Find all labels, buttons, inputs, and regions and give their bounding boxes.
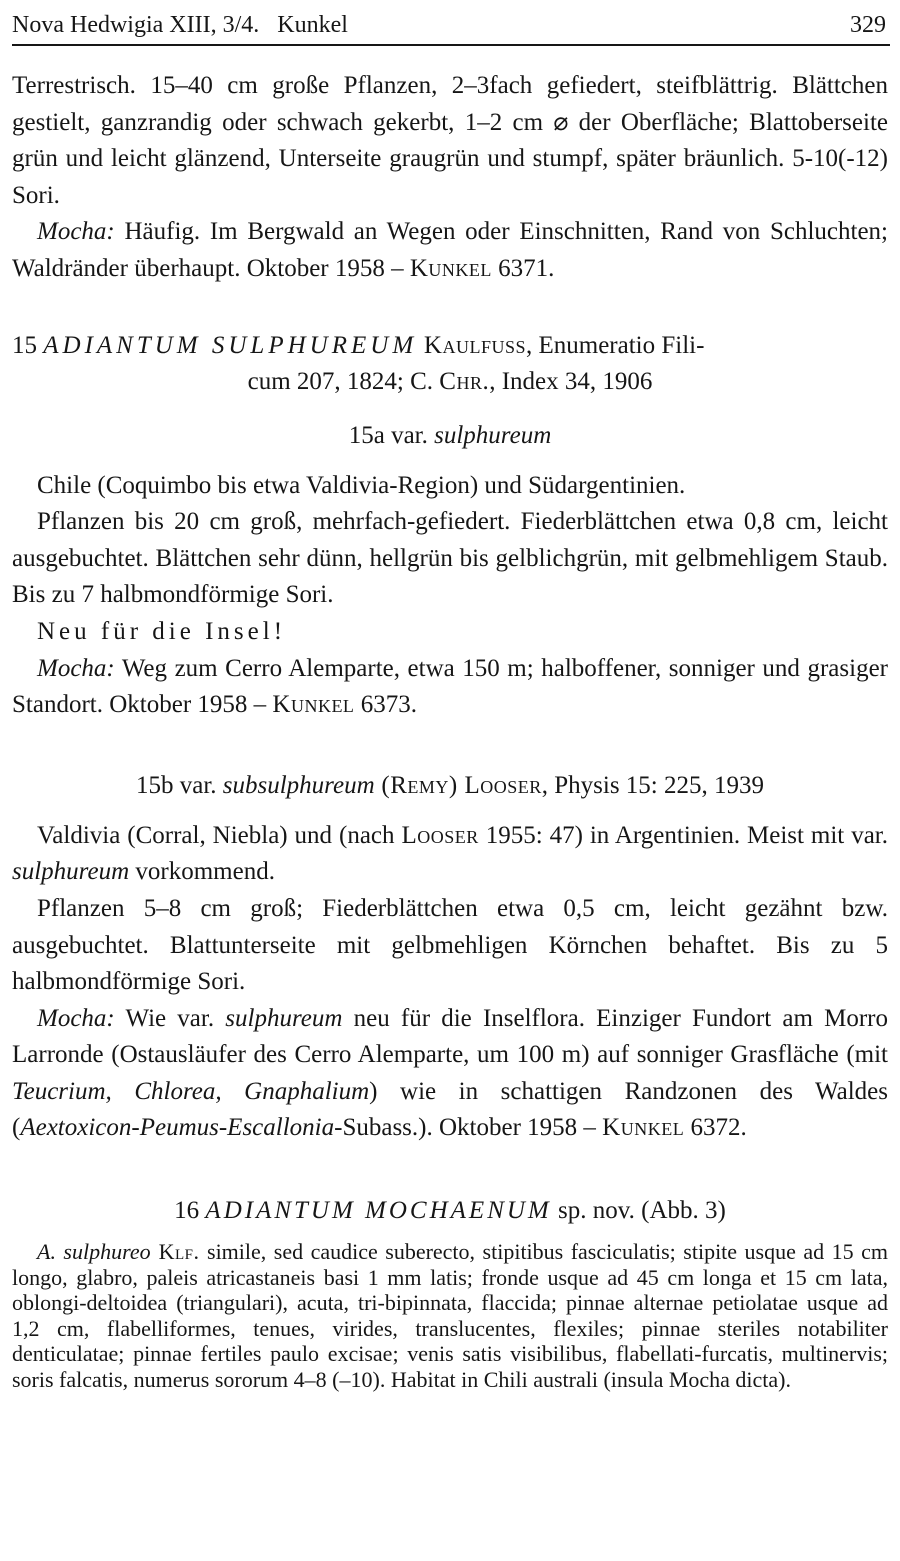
collector-name: Kunkel	[272, 691, 355, 719]
dist-b: 1955: 47) in Argentinien. Meist mit var.	[478, 821, 888, 849]
species-16-heading	[12, 1197, 888, 1225]
species-15-ref1: , Enumeratio Fili-	[525, 331, 705, 359]
diagnosis-start: A. sulphureo	[37, 1239, 151, 1265]
mocha-label: Mocha:	[37, 218, 115, 246]
intro-description	[12, 68, 888, 214]
species-15-number: 15	[12, 331, 44, 359]
mocha-var: sulphureum	[225, 1004, 343, 1032]
mocha-association: Aextoxicon-Peumus-Escallonia	[20, 1114, 335, 1142]
var-15b-name: subsulphureum	[222, 771, 375, 799]
species-15-name: ADIANTUM SULPHUREUM	[43, 331, 418, 359]
species-15-ref-line2	[12, 364, 888, 400]
ref-part-a: cum 207, 1824; C.	[247, 367, 440, 395]
var-15a-description: Pflanzen bis 20 cm groß, mehrfach-gefiedert. Fiederblättchen etwa 0,8 cm, leicht ausgebuchtet. Blättchen sehr dünn, hellgrün bis gelblichgrün, mit gelbmehligem Staub. Bis zu 7 halbmondförmige Sori.	[12, 508, 888, 609]
collection-number: 6372.	[684, 1114, 747, 1142]
mocha-text-3: ) wie in schattigen Randzonen des Waldes (	[12, 1077, 888, 1142]
var-15b-label: 15b var.	[135, 771, 223, 799]
dist-a: Valdivia (Corral, Niebla) und (nach	[37, 821, 402, 849]
dist-var: sulphureum	[12, 858, 130, 886]
var-15b-author2: Looser	[464, 771, 542, 799]
mocha-genera: Teucrium, Chlorea, Gnaphalium	[12, 1077, 370, 1105]
ref-part-b: , Index 34, 1906	[489, 367, 653, 395]
mocha-text: Häufig. Im Bergwald an Wegen oder Einschnitten, Rand von Schluchten; Waldränder überhaupt. Oktober 1958 –	[12, 218, 888, 282]
collection-number: 6373.	[354, 691, 417, 719]
collector-name: Kunkel	[602, 1114, 685, 1142]
species-16-diagnosis	[12, 1239, 888, 1392]
ref-chr: Chr.	[439, 367, 490, 395]
var-15a-heading	[12, 422, 888, 450]
var-15b-mocha	[12, 1001, 888, 1147]
var-15b-description: Pflanzen 5–8 cm groß; Fiederblättchen etwa 0,5 cm, leicht gezähnt bzw. ausgebuchtet. Blattunterseite mit gelbmehligen Körnchen behaftet. Bis zu 5 halbmondförmige Sori.	[12, 894, 888, 996]
collection-number: 6371.	[491, 254, 555, 282]
var-15a-label: 15a var.	[348, 421, 435, 449]
var-15a-distribution: Chile (Coquimbo bis etwa Valdivia-Region) und Südargentinien.	[37, 471, 686, 499]
page-body	[12, 68, 888, 1392]
mocha-text: Weg zum Cerro Alemparte, etwa 150 m; halboffener, sonniger und grasiger Standort. Oktober 1958 –	[12, 654, 888, 719]
var-15a-mocha	[12, 651, 888, 724]
species-16-number: 16	[174, 1197, 206, 1225]
mocha-label: Mocha:	[37, 1004, 115, 1032]
journal-name: Nova Hedwigia XIII, 3/4.	[12, 12, 260, 38]
species-15-heading	[12, 328, 888, 400]
var-15b-heading	[12, 772, 888, 800]
intro-mocha	[12, 214, 888, 287]
page-number: 329	[850, 12, 886, 38]
header-left	[12, 12, 348, 39]
mocha-text-1: Wie var.	[114, 1004, 226, 1032]
diagnosis-text: simile, sed caudice suberecto, stipitibus fasciculatis; stipite usque ad 15 cm longo, glabro, paleis atricastaneis basi 1 mm latis; fronde usque ad 45 cm longa et 15 cm lata, oblongi-deltoidea (triangulari), acuta, tri-bipinnata, flaccida; pinnae alternae petiolatae usque ad 1,2 cm, flabelliformes, tenues, virides, translucentes, flexiles; pinnae steriles notabiliter denticulatae; pinnae fertiles paulo excisae; venis satis visibilibus, flabellati-furcatis, multinervis; soris falcatis, numerus sororum 4–8 (–10). Habitat in Chili australi (insula Mocha dicta).	[12, 1239, 888, 1392]
var-15a-new-record: Neu für die Insel!	[37, 617, 287, 645]
mocha-label: Mocha:	[37, 654, 115, 682]
species-16-rest: sp. nov. (Abb. 3)	[551, 1197, 726, 1225]
running-header	[12, 10, 890, 46]
mocha-text-4: -Subass.). Oktober 1958 –	[334, 1114, 603, 1142]
var-15b-author1: (Remy)	[374, 771, 465, 799]
diagnosis-author: Klf.	[150, 1239, 200, 1265]
dist-c: vorkommend.	[129, 858, 275, 886]
dist-author: Looser	[401, 821, 479, 849]
collector-name: Kunkel	[409, 254, 492, 282]
species-15-author: Kaulfuss	[417, 331, 526, 359]
header-author: Kunkel	[277, 12, 348, 38]
intro-text: Terrestrisch. 15–40 cm große Pflanzen, 2–3fach gefiedert, steifblättrig. Blättchen gestielt, ganzrandig oder schwach gekerbt, 1–2 cm ⌀ der Oberfläche; Blattoberseite grün und leicht glänzend, Unterseite graugrün und stumpf, später bräunlich. 5-10(-12) Sori.	[12, 72, 888, 209]
var-15a-name: sulphureum	[434, 421, 552, 449]
species-16-name: ADIANTUM MOCHAENUM	[205, 1197, 552, 1225]
var-15b-distribution	[12, 818, 888, 891]
var-15b-ref: , Physis 15: 225, 1939	[541, 771, 765, 799]
mocha-text-2: neu für die Inselflora. Einziger Fundort am Morro Larronde (Ostausläufer des Cerro Alemparte, um 100 m) auf sonniger Grasfläche (mit	[12, 1004, 888, 1069]
